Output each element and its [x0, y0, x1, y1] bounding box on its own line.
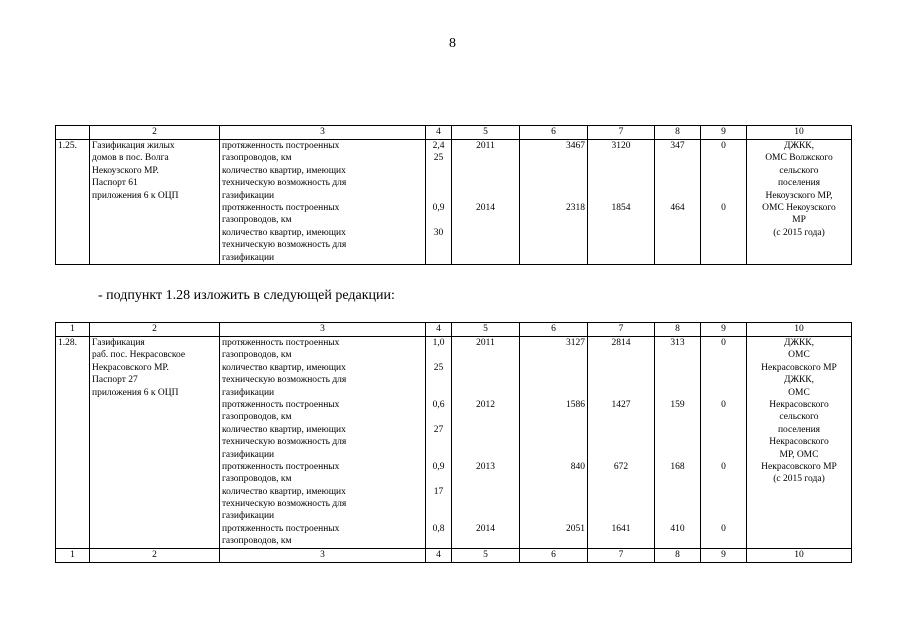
cell-line — [454, 252, 517, 264]
cell-line — [590, 535, 652, 547]
header-cell: 9 — [701, 126, 747, 140]
cell-line — [522, 362, 585, 374]
cell-line: Некрасовского — [769, 437, 829, 448]
col8-values — [655, 337, 701, 549]
cell-line: сельского — [779, 412, 819, 423]
cell-line — [657, 486, 698, 498]
table-item-1-28 — [55, 322, 852, 563]
header-cell: 8 — [655, 323, 701, 337]
cell-line: ДЖКК, — [783, 338, 815, 348]
cell-line — [454, 190, 517, 202]
cell-line — [454, 424, 517, 436]
header-cell: 2 — [90, 126, 220, 140]
cell-line — [428, 190, 449, 202]
cell-line: Некоузского МР, — [765, 190, 833, 201]
cell-line: 410 — [670, 523, 685, 534]
cell-line — [522, 424, 585, 436]
cell-line: Некрасовского МР. — [92, 362, 169, 373]
cell-line: 3467 — [566, 141, 585, 151]
header-cell: 3 — [220, 323, 426, 337]
cell-line: 27 — [433, 424, 444, 435]
cell-line — [590, 436, 652, 448]
cell-line — [657, 535, 698, 547]
cell-line — [522, 239, 585, 251]
cell-line: Газификация жилых — [92, 141, 175, 151]
cell-line — [590, 486, 652, 498]
cell-line — [703, 387, 744, 399]
cell-line — [703, 190, 744, 202]
cell-line — [590, 473, 652, 485]
header-cell: 5 — [452, 126, 520, 140]
cell-line — [454, 177, 517, 189]
cell-line: 2051 — [566, 523, 585, 534]
cell-line: ДЖКК, — [783, 141, 815, 151]
indicator-values — [426, 140, 452, 265]
cell-line — [454, 436, 517, 448]
year-values — [452, 140, 520, 265]
cell-line: 25 — [433, 153, 444, 164]
header-cell: 9 — [701, 323, 747, 337]
cell-line: 0 — [721, 461, 726, 472]
cell-line: 1854 — [611, 202, 631, 213]
cell-line — [657, 190, 698, 202]
cell-line — [454, 510, 517, 522]
cell-line: 313 — [670, 338, 685, 348]
cell-line: газификации — [222, 449, 275, 460]
cell-line — [590, 449, 652, 461]
cell-line — [522, 473, 585, 485]
cell-line: 1641 — [611, 523, 631, 534]
cell-line: техническую возможность для — [222, 240, 347, 251]
cell-line: 30 — [433, 227, 444, 238]
cell-line — [590, 362, 652, 374]
cell-line — [428, 498, 449, 510]
cell-line — [703, 252, 744, 264]
header-cell: 10 — [747, 126, 852, 140]
cell-line — [657, 362, 698, 374]
cell-line: газопроводов, км — [222, 215, 292, 226]
header-cell: 10 — [747, 323, 852, 337]
cell-line — [522, 227, 585, 239]
cell-line — [657, 214, 698, 226]
cell-line — [703, 165, 744, 177]
cell-line: Некоузского МР. — [92, 165, 159, 176]
cell-line — [590, 510, 652, 522]
header-cell: 6 — [520, 126, 588, 140]
cell-line — [522, 535, 585, 547]
cell-line — [657, 473, 698, 485]
cell-line: 0 — [721, 399, 726, 410]
cell-line: сельского — [779, 165, 819, 176]
header-cell: 2 — [90, 323, 220, 337]
cell-line — [590, 190, 652, 202]
cell-line — [657, 165, 698, 177]
cell-line — [428, 411, 449, 423]
cell-line — [454, 152, 517, 164]
cell-line — [522, 374, 585, 386]
cell-line — [454, 349, 517, 361]
footer-cell: 9 — [701, 548, 747, 562]
cell-line — [657, 387, 698, 399]
cell-line — [454, 473, 517, 485]
cell-line — [522, 486, 585, 498]
cell-line: ОМС — [788, 350, 810, 361]
cell-line: МР, ОМС — [779, 449, 819, 460]
col8-values — [655, 140, 701, 265]
row-number: 1.28. — [56, 337, 90, 549]
cell-line: газопроводов, км — [222, 153, 292, 164]
cell-line — [657, 152, 698, 164]
cell-line: техническую возможность для — [222, 437, 347, 448]
header-cell: 7 — [588, 126, 655, 140]
cell-line — [703, 374, 744, 386]
cell-line: 0,6 — [432, 399, 445, 410]
header-cell — [56, 126, 90, 140]
table-row — [56, 140, 852, 265]
cell-line: техническую возможность для — [222, 375, 347, 386]
cell-line — [703, 411, 744, 423]
cell-line — [522, 177, 585, 189]
cell-line: протяженность построенных — [222, 523, 340, 534]
cell-line: протяженность построенных — [222, 399, 340, 410]
header-cell: 8 — [655, 126, 701, 140]
header-cell: 1 — [56, 323, 90, 337]
cell-line: газопроводов, км — [222, 350, 292, 361]
program-name — [90, 140, 220, 265]
cell-line — [428, 449, 449, 461]
cell-line — [454, 387, 517, 399]
cell-line: 2014 — [476, 523, 495, 534]
cell-line: 0 — [721, 141, 726, 151]
cell-line: 3120 — [611, 141, 631, 151]
cell-line: 2318 — [566, 202, 585, 213]
col7-values — [588, 337, 655, 549]
cell-line — [657, 411, 698, 423]
cell-line — [590, 387, 652, 399]
cell-line — [657, 510, 698, 522]
cell-line: 2012 — [476, 399, 495, 410]
footer-cell: 2 — [90, 548, 220, 562]
footer-cell: 8 — [655, 548, 701, 562]
footer-cell: 6 — [520, 548, 588, 562]
cell-line — [428, 349, 449, 361]
cell-line: 0 — [721, 338, 726, 348]
cell-line — [454, 498, 517, 510]
cell-line — [590, 349, 652, 361]
cell-line: ОМС — [788, 387, 810, 398]
col6-values — [520, 337, 588, 549]
cell-line — [522, 190, 585, 202]
cell-line: протяженность построенных — [222, 141, 340, 151]
cell-line: 0,8 — [432, 523, 445, 534]
cell-line: 2814 — [611, 338, 631, 348]
cell-line — [428, 165, 449, 177]
cell-line — [657, 239, 698, 251]
cell-line — [454, 227, 517, 239]
cell-line: 159 — [670, 399, 685, 410]
program-name — [90, 337, 220, 549]
cell-line — [703, 436, 744, 448]
cell-line: 1586 — [566, 399, 585, 410]
cell-line: количество квартир, имеющих — [222, 424, 346, 435]
row-number: 1.25. — [56, 140, 90, 265]
cell-line — [703, 214, 744, 226]
cell-line — [454, 449, 517, 461]
table-header-row — [56, 126, 852, 140]
cell-line — [428, 510, 449, 522]
table-row — [56, 337, 852, 549]
indicator-list — [220, 140, 426, 265]
cell-line — [590, 165, 652, 177]
cell-line — [590, 424, 652, 436]
cell-line: ОМС Волжского — [765, 153, 833, 164]
cell-line: газификации — [222, 252, 275, 263]
cell-line: домов в пос. Волга — [92, 153, 169, 164]
table-footer-row — [56, 548, 852, 562]
cell-line: 0 — [721, 202, 726, 213]
cell-line: Газификация — [92, 338, 145, 348]
cell-line — [703, 486, 744, 498]
cell-line: газопроводов, км — [222, 412, 292, 423]
cell-line — [657, 349, 698, 361]
cell-line: техническую возможность для — [222, 178, 347, 189]
cell-line — [428, 239, 449, 251]
cell-line: 2014 — [476, 202, 495, 213]
cell-line — [703, 424, 744, 436]
cell-line — [428, 535, 449, 547]
page-number: 8 — [449, 36, 456, 51]
cell-line — [703, 227, 744, 239]
cell-line — [657, 227, 698, 239]
cell-line: Некрасовского МР — [761, 362, 837, 373]
cell-line: протяженность построенных — [222, 202, 340, 213]
cell-line: 0,9 — [432, 461, 445, 472]
indicator-values — [426, 337, 452, 549]
cell-line: 840 — [570, 461, 585, 472]
cell-line — [703, 535, 744, 547]
cell-line: приложения 6 к ОЦП — [92, 387, 179, 398]
cell-line: газопроводов, км — [222, 474, 292, 485]
cell-line — [454, 374, 517, 386]
cell-line: 168 — [670, 461, 685, 472]
cell-line — [657, 436, 698, 448]
cell-line — [657, 374, 698, 386]
cell-line — [428, 252, 449, 264]
footer-cell: 4 — [426, 548, 452, 562]
cell-line: (с 2015 года) — [773, 227, 825, 238]
header-cell: 5 — [452, 323, 520, 337]
cell-line: 1427 — [611, 399, 631, 410]
cell-line — [428, 436, 449, 448]
cell-line: протяженность построенных — [222, 461, 340, 472]
cell-line: количество квартир, имеющих — [222, 165, 346, 176]
cell-line — [522, 387, 585, 399]
cell-line — [428, 177, 449, 189]
cell-line: газификации — [222, 190, 275, 201]
cell-line — [454, 362, 517, 374]
cell-line — [590, 374, 652, 386]
cell-line: количество квартир, имеющих — [222, 227, 346, 238]
executor-list — [747, 140, 852, 265]
cell-line — [454, 411, 517, 423]
cell-line: 3127 — [566, 338, 585, 348]
col7-values — [588, 140, 655, 265]
footer-cell: 10 — [747, 548, 852, 562]
cell-line — [703, 510, 744, 522]
cell-line: 1,0 — [432, 338, 445, 348]
cell-line — [522, 498, 585, 510]
cell-line — [522, 436, 585, 448]
cell-line — [590, 214, 652, 226]
cell-line: газификации — [222, 387, 275, 398]
cell-line — [657, 177, 698, 189]
cell-line — [454, 535, 517, 547]
cell-line — [703, 498, 744, 510]
cell-line: поселения — [777, 424, 821, 435]
cell-line — [590, 252, 652, 264]
cell-line — [703, 362, 744, 374]
cell-line: Некрасовского МР — [761, 461, 837, 472]
cell-line — [590, 411, 652, 423]
cell-line: газификации — [222, 511, 275, 522]
cell-line — [590, 498, 652, 510]
header-cell: 6 — [520, 323, 588, 337]
table-item-1-25 — [55, 125, 852, 265]
cell-line — [454, 239, 517, 251]
col9-values — [701, 337, 747, 549]
cell-line — [522, 349, 585, 361]
footer-cell: 3 — [220, 548, 426, 562]
cell-line — [454, 486, 517, 498]
executor-list — [747, 337, 852, 549]
footer-cell: 7 — [588, 548, 655, 562]
cell-line: поселения — [777, 178, 821, 189]
cell-line: 464 — [670, 202, 685, 213]
cell-line — [522, 510, 585, 522]
cell-line — [522, 411, 585, 423]
footer-cell: 1 — [56, 548, 90, 562]
cell-line: протяженность построенных — [222, 338, 340, 348]
cell-line: ОМС Некоузского — [762, 202, 836, 213]
cell-line: 0,9 — [432, 202, 445, 213]
cell-line — [522, 252, 585, 264]
cell-line: 347 — [670, 141, 685, 151]
header-cell: 4 — [426, 323, 452, 337]
cell-line — [657, 449, 698, 461]
cell-line — [657, 252, 698, 264]
cell-line: 17 — [433, 486, 444, 497]
cell-line — [428, 473, 449, 485]
amendment-paragraph: - подпункт 1.28 изложить в следующей редакции: — [98, 288, 395, 303]
cell-line — [657, 424, 698, 436]
cell-line — [657, 498, 698, 510]
cell-line — [522, 449, 585, 461]
cell-line — [522, 152, 585, 164]
cell-line — [703, 449, 744, 461]
cell-line: МР — [792, 215, 806, 226]
cell-line — [590, 227, 652, 239]
cell-line — [590, 177, 652, 189]
header-cell: 4 — [426, 126, 452, 140]
indicator-list — [220, 337, 426, 549]
footer-cell: 5 — [452, 548, 520, 562]
cell-line: (с 2015 года) — [773, 474, 825, 485]
cell-line: 2011 — [476, 141, 495, 151]
cell-line: количество квартир, имеющих — [222, 362, 346, 373]
cell-line: 672 — [613, 461, 629, 472]
cell-line: раб. пос. Некрасовское — [92, 350, 186, 361]
cell-line — [522, 214, 585, 226]
cell-line — [590, 152, 652, 164]
cell-line — [522, 165, 585, 177]
cell-line — [703, 349, 744, 361]
cell-line: 25 — [433, 362, 444, 373]
cell-line: количество квартир, имеющих — [222, 486, 346, 497]
cell-line: приложения 6 к ОЦП — [92, 190, 179, 201]
cell-line — [703, 152, 744, 164]
cell-line: газопроводов, км — [222, 536, 292, 547]
cell-line — [703, 177, 744, 189]
cell-line — [590, 239, 652, 251]
cell-line: техническую возможность для — [222, 499, 347, 510]
cell-line: Паспорт 27 — [92, 375, 138, 386]
cell-line — [428, 214, 449, 226]
cell-line: 2,4 — [432, 141, 445, 151]
cell-line: 2013 — [476, 461, 495, 472]
cell-line — [428, 387, 449, 399]
header-cell: 7 — [588, 323, 655, 337]
cell-line — [703, 473, 744, 485]
cell-line: ДЖКК, — [783, 375, 815, 386]
header-cell: 3 — [220, 126, 426, 140]
col6-values — [520, 140, 588, 265]
cell-line — [703, 239, 744, 251]
table-header-row — [56, 323, 852, 337]
col9-values — [701, 140, 747, 265]
cell-line — [454, 214, 517, 226]
year-values — [452, 337, 520, 549]
cell-line: 2011 — [476, 338, 495, 348]
cell-line: 0 — [721, 523, 726, 534]
cell-line — [454, 165, 517, 177]
cell-line: Паспорт 61 — [92, 178, 138, 189]
cell-line — [428, 374, 449, 386]
cell-line: Некрасовского — [769, 399, 829, 410]
